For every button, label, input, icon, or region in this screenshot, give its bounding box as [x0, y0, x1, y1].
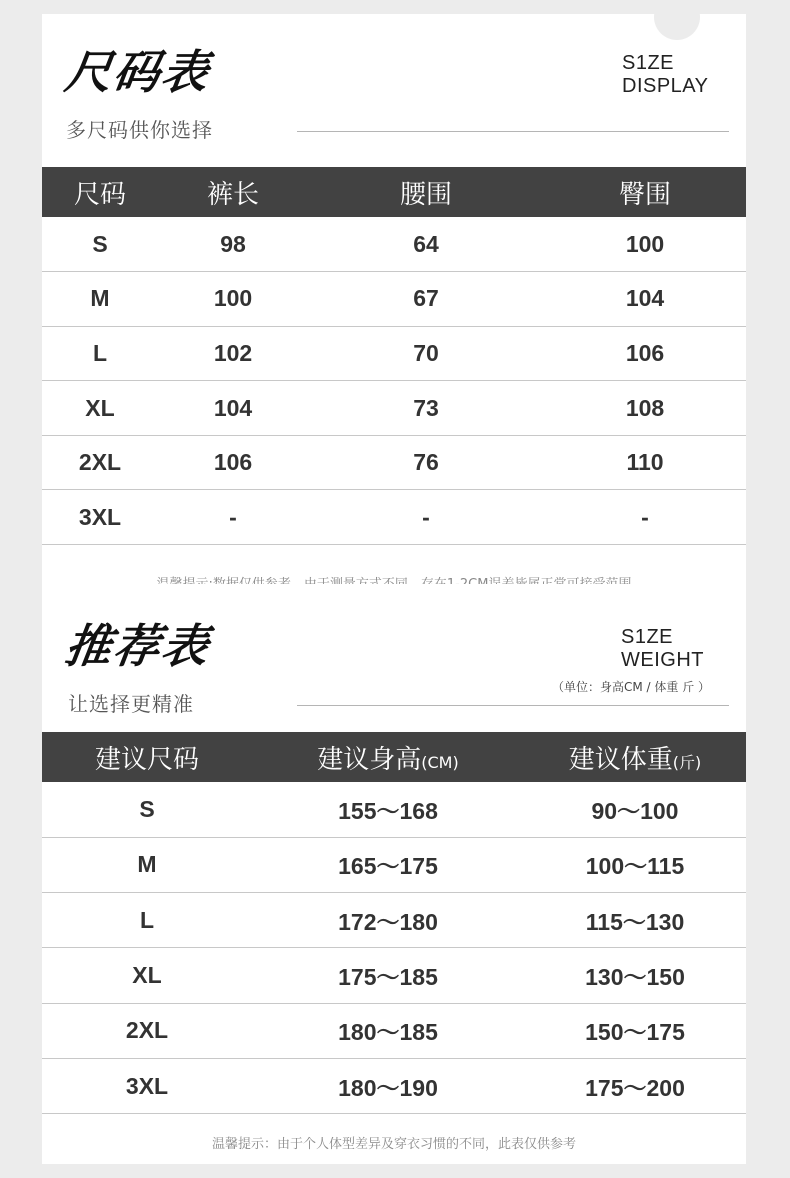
size-cell: S: [42, 782, 252, 837]
size-cell: 2XL: [42, 435, 158, 490]
recommend-chart-subtitle: 让选择更精准: [68, 692, 194, 716]
weight-cell: 150～175: [524, 1003, 746, 1058]
size-chart-title: 尺码表: [61, 45, 214, 99]
size-header-size: 尺码: [73, 179, 126, 210]
weight-cell: 90～100: [524, 782, 746, 837]
size-cell: M: [42, 837, 252, 892]
waist-cell: 64: [308, 217, 544, 272]
hip-cell: 100: [544, 217, 746, 272]
table-row: [42, 948, 746, 1003]
height-cell: 180～185: [252, 1003, 524, 1058]
size-cell: 2XL: [42, 1003, 252, 1058]
table-row: [42, 1003, 746, 1058]
table-row: [42, 837, 746, 892]
weight-cell: 115～130: [524, 893, 746, 948]
size-chart-header-row: [42, 167, 746, 217]
header-label: 建议尺码: [94, 744, 199, 775]
size-chart-card: [42, 14, 746, 584]
length-cell: 104: [158, 381, 308, 436]
length-cell: 98: [158, 217, 308, 272]
recommend-chart-card: [42, 584, 746, 1164]
size-chart-table: [42, 167, 746, 545]
table-row: [42, 435, 746, 490]
table-row: [42, 490, 746, 545]
recommend-chart-english-line1: S1ZE: [621, 626, 674, 648]
weight-cell: 175～200: [524, 1058, 746, 1113]
unit-note: （单位：身高CM / 体重 斤 ）: [552, 680, 711, 694]
size-cell: L: [42, 326, 158, 381]
size-chart-subtitle: 多尺码供你选择: [66, 118, 213, 142]
length-cell: 106: [158, 435, 308, 490]
size-cell: M: [42, 272, 158, 327]
size-header-length: 裤长: [206, 179, 259, 210]
hip-cell: -: [544, 490, 746, 545]
weight-cell: 100～115: [524, 837, 746, 892]
weight-cell: 130～150: [524, 948, 746, 1003]
header-unit: (斤): [672, 752, 702, 772]
table-row: [42, 782, 746, 837]
hip-cell: 108: [544, 381, 746, 436]
divider-line: [297, 705, 729, 706]
table-row: [42, 217, 746, 272]
decorative-notch: [654, 0, 700, 40]
header-label: 建议身高: [317, 744, 422, 775]
size-cell: 3XL: [42, 1058, 252, 1113]
table-row: [42, 326, 746, 381]
table-row: [42, 381, 746, 436]
hip-cell: 106: [544, 326, 746, 381]
hip-cell: 104: [544, 272, 746, 327]
recommend-header-size: [42, 732, 252, 782]
table-row: [42, 893, 746, 948]
hip-cell: 110: [544, 435, 746, 490]
table-row: [42, 1058, 746, 1113]
length-cell: 102: [158, 326, 308, 381]
size-cell: S: [42, 217, 158, 272]
recommend-chart-title: 推荐表: [61, 619, 214, 673]
height-cell: 175～185: [252, 948, 524, 1003]
size-header-waist: 腰围: [399, 179, 452, 210]
length-cell: -: [158, 490, 308, 545]
recommend-chart-english-line2: WEIGHT: [621, 649, 704, 671]
recommend-chart-table: [42, 732, 746, 1114]
recommend-header-height: [252, 732, 524, 782]
height-cell: 172～180: [252, 893, 524, 948]
recommend-chart-header-row: [42, 732, 746, 782]
size-chart-english-line1: S1ZE: [622, 52, 675, 74]
height-cell: 155～168: [252, 782, 524, 837]
size-chart-english-line2: DISPLAY: [622, 75, 709, 97]
waist-cell: 67: [308, 272, 544, 327]
table-row: [42, 272, 746, 327]
recommend-header-weight: [524, 732, 746, 782]
size-cell: XL: [42, 948, 252, 1003]
waist-cell: 70: [308, 326, 544, 381]
height-cell: 180～190: [252, 1058, 524, 1113]
header-label: 建议体重: [568, 744, 673, 775]
divider-line: [297, 131, 729, 132]
waist-cell: 76: [308, 435, 544, 490]
size-cell: L: [42, 893, 252, 948]
waist-cell: 73: [308, 381, 544, 436]
recommend-chart-note: 温馨提示：由于个人体型差异及穿衣习惯的不同，此表仅供参考: [211, 1137, 576, 1152]
size-cell: 3XL: [42, 490, 158, 545]
length-cell: 100: [158, 272, 308, 327]
header-unit: (CM): [421, 752, 459, 772]
size-cell: XL: [42, 381, 158, 436]
height-cell: 165～175: [252, 837, 524, 892]
size-header-hip: 臀围: [618, 179, 671, 210]
waist-cell: -: [308, 490, 544, 545]
